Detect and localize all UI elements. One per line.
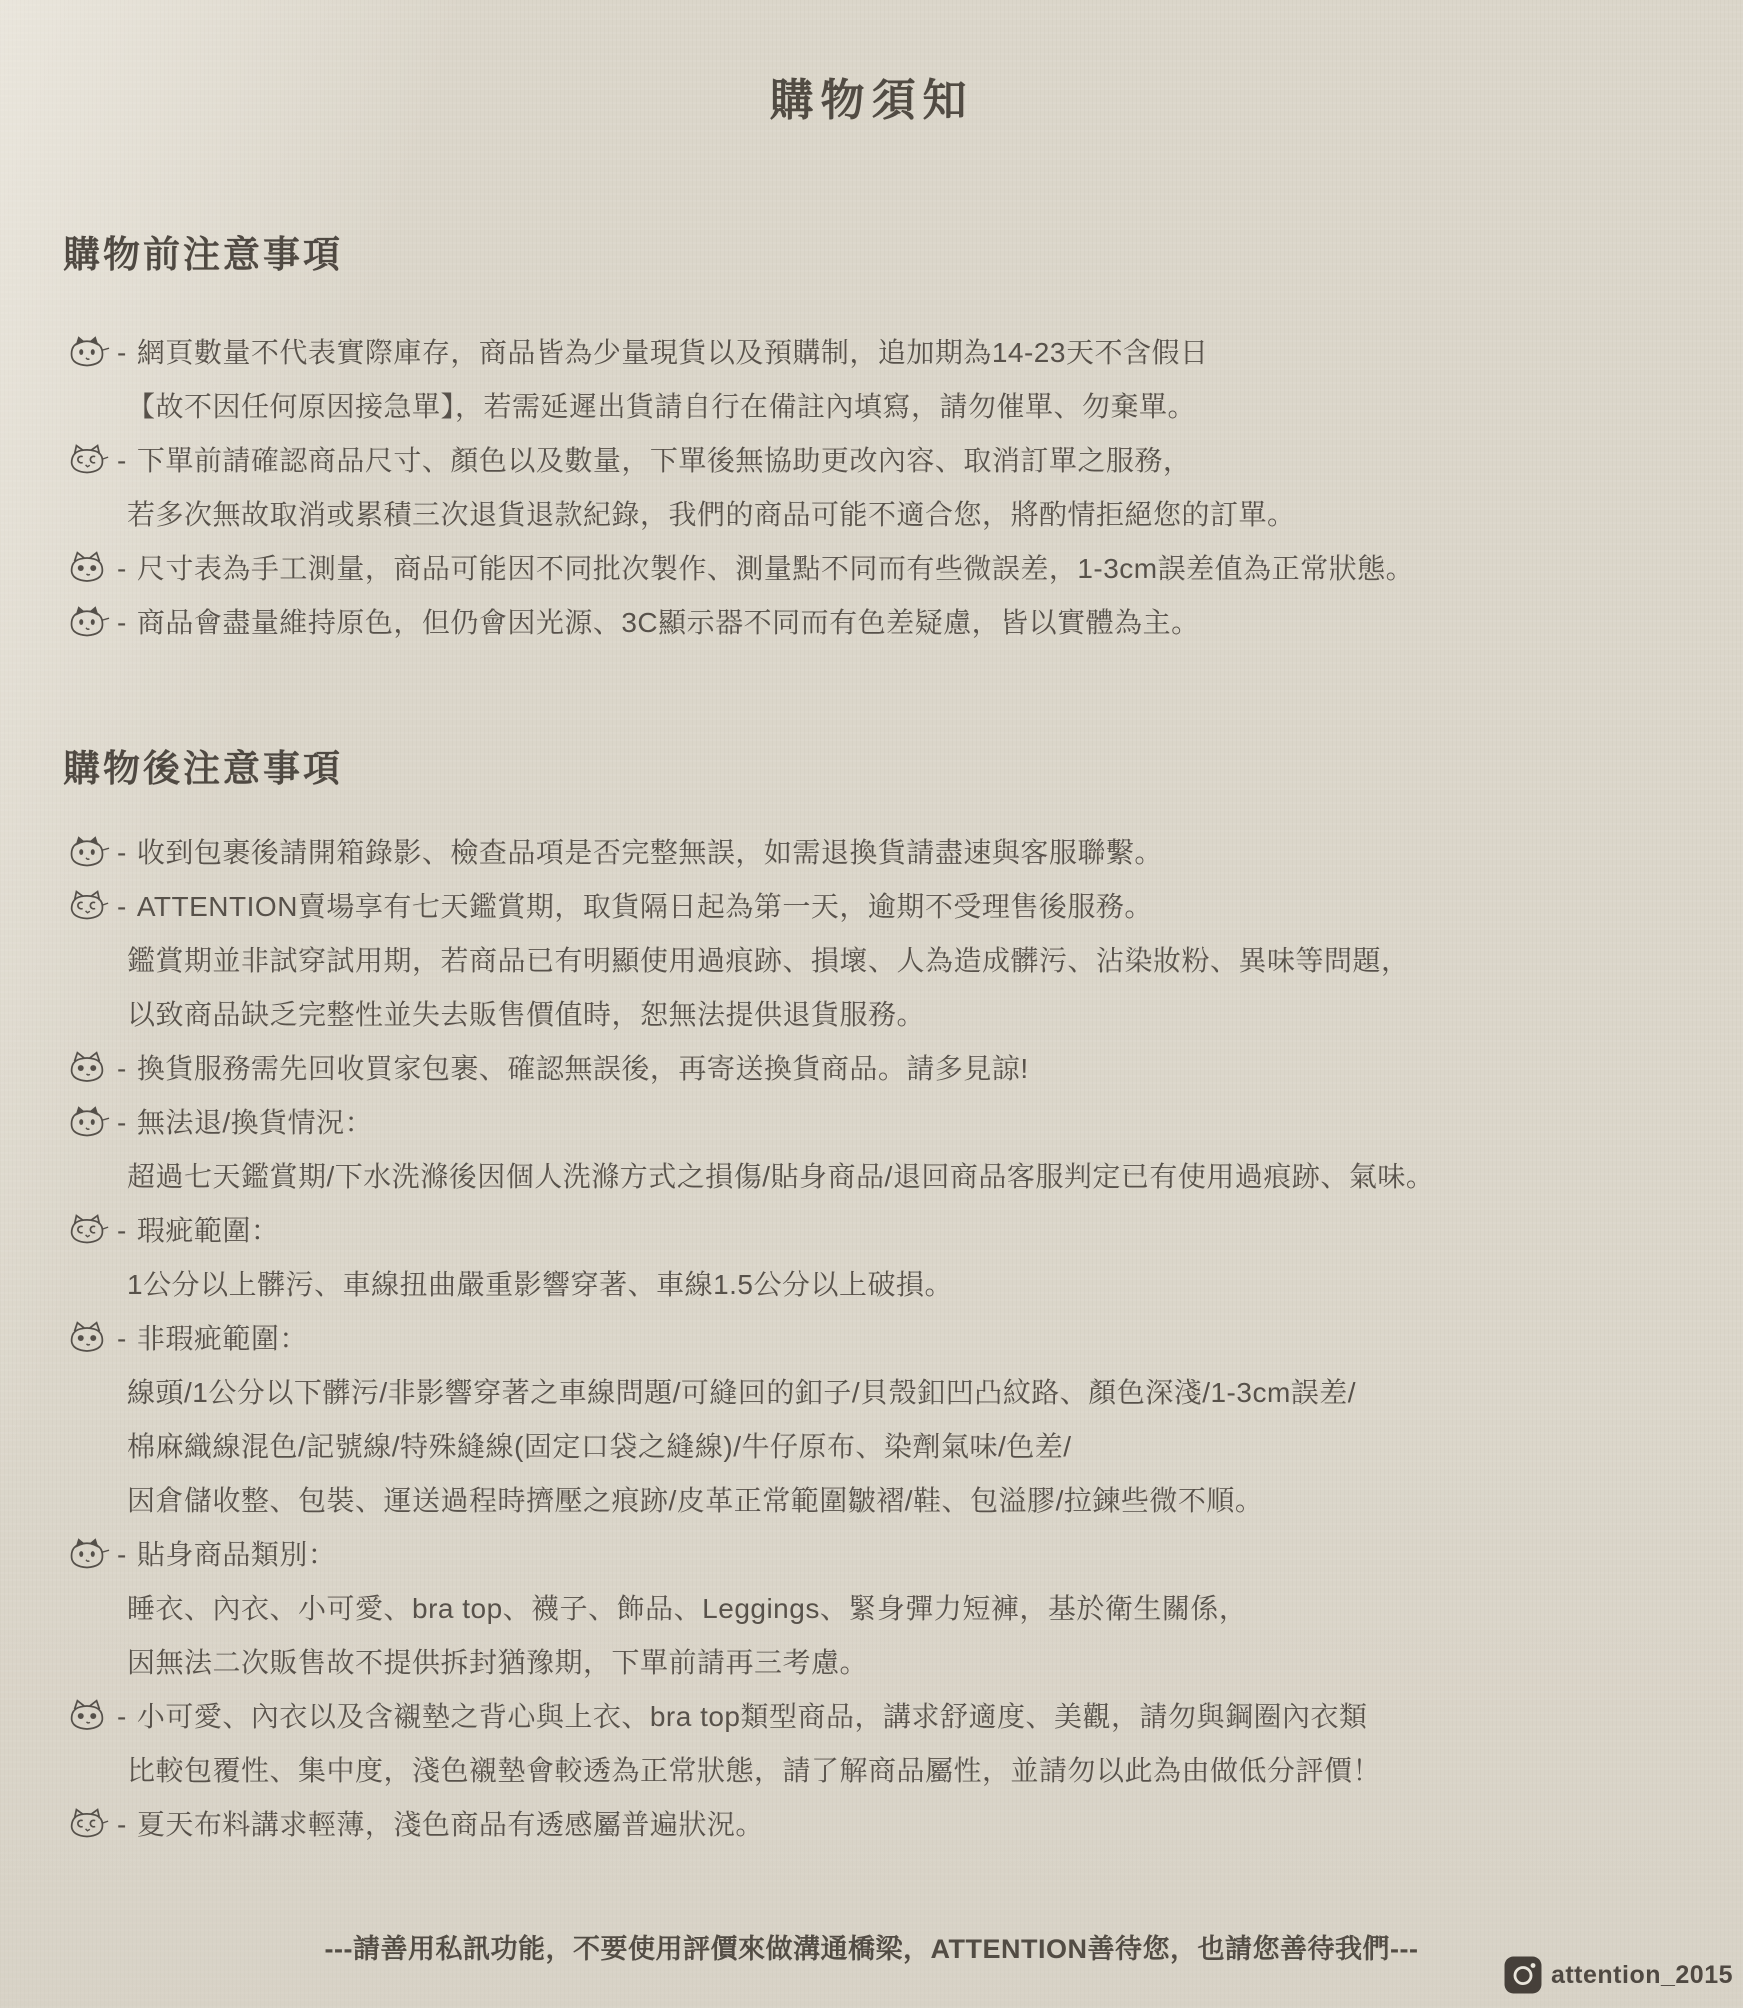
instagram-badge[interactable] — [1504, 1956, 1733, 1994]
bullet-dash: - — [117, 445, 127, 476]
bullet-dash: - — [117, 837, 127, 868]
notice-line: 瑕疵範圍： — [136, 1215, 280, 1246]
list-item-continuation — [63, 1420, 1703, 1474]
notice-line: 小可愛、內衣以及含襯墊之背心與上衣、bra top類型商品，講求舒適度、美觀，請勿與鋼圈內衣類 — [136, 1701, 1368, 1732]
bullet-dash: - — [117, 1053, 127, 1084]
list-item-continuation — [63, 488, 1703, 542]
notice-line: 【故不因任何原因接急單】，若需延遲出貨請自行在備註內填寫，請勿催單、勿棄單。 — [127, 391, 1197, 422]
section-heading-after-purchase: 購物後注意事項 — [63, 748, 343, 789]
footer-note: ---請善用私訊功能，不要使用評價來做溝通橋梁，ATTENTION善待您，也請您善待我們--- — [324, 1934, 1419, 1964]
instagram-icon — [1504, 1956, 1542, 1994]
cat-face-sleepy-eyes-icon — [63, 887, 111, 927]
cat-face-round-eyes-icon — [63, 549, 111, 589]
notice-line: 以致商品缺乏完整性並失去販售價值時，恕無法提供退貨服務。 — [127, 999, 926, 1030]
cat-face-patched-ears-icon — [63, 333, 111, 373]
list-item-continuation — [63, 1150, 1703, 1204]
list-item — [63, 1528, 1703, 1582]
cat-face-patched-ears-icon — [63, 603, 111, 643]
page-title: 購物須知 — [769, 76, 974, 125]
notice-line: 鑑賞期並非試穿試用期，若商品已有明顯使用過痕跡、損壞、人為造成髒污、沾染妝粉、異味等問題， — [127, 945, 1410, 976]
list-item — [63, 880, 1703, 934]
bullet-dash: - — [117, 1701, 127, 1732]
notice-line: 棉麻織線混色/記號線/特殊縫線(固定口袋之縫線)/牛仔原布、染劑氣味/色差/ — [127, 1431, 1072, 1462]
list-item-continuation — [63, 1258, 1703, 1312]
notice-line: 夏天布料講求輕薄，淺色商品有透感屬普遍狀況。 — [136, 1809, 764, 1840]
list-item — [63, 596, 1703, 650]
bullet-dash: - — [117, 891, 127, 922]
notice-line: 商品會盡量維持原色，但仍會因光源、3C顯示器不同而有色差疑慮，皆以實體為主。 — [136, 607, 1200, 638]
cat-face-sleepy-eyes-icon — [63, 441, 111, 481]
cat-face-round-eyes-icon — [63, 1319, 111, 1359]
notice-line: 1公分以上髒污、車線扭曲嚴重影響穿著、車線1.5公分以上破損。 — [127, 1269, 953, 1300]
cat-face-sleepy-eyes-icon — [63, 1805, 111, 1845]
list-item — [63, 542, 1703, 596]
notice-line: 若多次無故取消或累積三次退貨退款紀錄，我們的商品可能不適合您，將酌情拒絕您的訂單。 — [127, 499, 1296, 530]
bullet-dash: - — [117, 1809, 127, 1840]
list-item-continuation — [63, 1744, 1703, 1798]
notice-line: 貼身商品類別： — [136, 1539, 337, 1570]
notice-content — [0, 232, 1743, 1852]
notice-line: 非瑕疵範圍： — [136, 1323, 308, 1354]
list-item-continuation — [63, 1366, 1703, 1420]
list-item — [63, 434, 1703, 488]
list-item-continuation — [63, 1636, 1703, 1690]
cat-face-patched-ears-icon — [63, 1535, 111, 1575]
notice-line: 因倉儲收整、包裝、運送過程時擠壓之痕跡/皮革正常範圍皺褶/鞋、包溢膠/拉鍊些微不順。 — [127, 1485, 1264, 1516]
list-item — [63, 1312, 1703, 1366]
bullet-dash: - — [117, 1539, 127, 1570]
bullet-dash: - — [117, 337, 127, 368]
notice-line: 睡衣、內衣、小可愛、bra top、襪子、飾品、Leggings、緊身彈力短褲，基於衛生關係， — [127, 1593, 1248, 1624]
list-item-continuation — [63, 1474, 1703, 1528]
notice-line: 下單前請確認商品尺寸、顏色以及數量，下單後無協助更改內容、取消訂單之服務， — [136, 445, 1192, 476]
cat-face-round-eyes-icon — [63, 1697, 111, 1737]
instagram-handle: attention_2015 — [1550, 1960, 1733, 1989]
notice-line: 線頭/1公分以下髒污/非影響穿著之車線問題/可縫回的釦子/貝殼釦凹凸紋路、顏色深淺/1-3cm誤差/ — [127, 1377, 1357, 1408]
list-item — [63, 326, 1703, 380]
cat-face-patched-ears-icon — [63, 1103, 111, 1143]
notice-line: 比較包覆性、集中度，淺色襯墊會較透為正常狀態，請了解商品屬性，並請勿以此為由做低分評價！ — [127, 1755, 1382, 1786]
notice-line: 收到包裹後請開箱錄影、檢查品項是否完整無誤，如需退換貨請盡速與客服聯繫。 — [136, 837, 1163, 868]
list-item — [63, 1798, 1703, 1852]
bullet-dash: - — [117, 1107, 127, 1138]
notice-line: 網頁數量不代表實際庫存，商品皆為少量現貨以及預購制，追加期為14-23天不含假日 — [136, 337, 1209, 368]
cat-face-round-eyes-icon — [63, 1049, 111, 1089]
list-item-continuation — [63, 934, 1703, 988]
list-item-continuation — [63, 988, 1703, 1042]
bullet-dash: - — [117, 553, 127, 584]
list-item — [63, 1690, 1703, 1744]
list-item — [63, 1204, 1703, 1258]
cat-face-sleepy-eyes-icon — [63, 1211, 111, 1251]
notice-line: 因無法二次販售故不提供拆封猶豫期，下單前請再三考慮。 — [127, 1647, 869, 1678]
list-item — [63, 1042, 1703, 1096]
list-item — [63, 1096, 1703, 1150]
list-item — [63, 826, 1703, 880]
notice-line: 超過七天鑑賞期/下水洗滌後因個人洗滌方式之損傷/貼身商品/退回商品客服判定已有使用過痕跡、氣味。 — [127, 1161, 1435, 1192]
notice-line: 無法退/換貨情況： — [136, 1107, 374, 1138]
list-item-continuation — [63, 380, 1703, 434]
section-heading-before-purchase: 購物前注意事項 — [63, 234, 343, 275]
cat-face-patched-ears-icon — [63, 833, 111, 873]
bullet-dash: - — [117, 1215, 127, 1246]
bullet-dash: - — [117, 607, 127, 638]
notice-line: 尺寸表為手工測量，商品可能因不同批次製作、測量點不同而有些微誤差，1-3cm誤差值為正常狀態。 — [136, 553, 1415, 584]
list-item-continuation — [63, 1582, 1703, 1636]
notice-line: ATTENTION賣場享有七天鑑賞期，取貨隔日起為第一天，逾期不受理售後服務。 — [136, 891, 1153, 922]
bullet-dash: - — [117, 1323, 127, 1354]
notice-line: 換貨服務需先回收買家包裹、確認無誤後，再寄送換貨商品。請多見諒! — [136, 1053, 1029, 1084]
